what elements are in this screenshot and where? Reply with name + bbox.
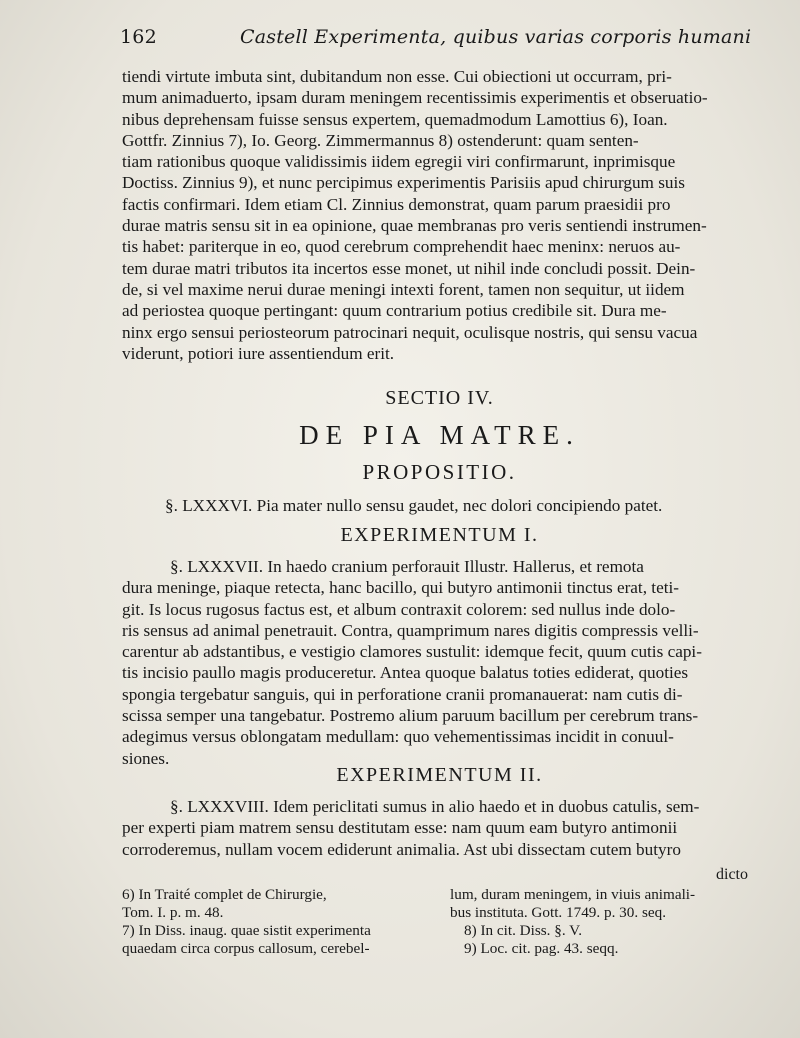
experimentum-1-text <box>122 556 757 769</box>
paragraph-dura-mater <box>122 66 757 364</box>
running-head: Castell Experimenta, quibus varias corporis humani <box>240 26 752 48</box>
text-line: tiam rationibus quoque validissimis iidem egregii viri confirmarunt, inprimisque <box>122 152 676 172</box>
text-line: §. LXXXVIII. Idem periclitati sumus in alio haedo et in duobus catulis, sem- <box>170 797 700 816</box>
text-line: git. Is locus rugosus factus est, et album contraxit colorem: sed nullus inde dolo- <box>122 599 676 619</box>
text-line: dura meninge, piaque retecta, hanc bacillo, qui butyro antimonii tinctus erat, teti- <box>122 578 679 598</box>
experimentum-2-text <box>122 796 757 860</box>
text-line: durae matris sensu sit in ea opinione, quae membranas pro veris sentiendi instrumen- <box>122 216 707 236</box>
text-line: tis incisio paullo magis produceretur. Antea quoque balatus toties ediderat, quoties <box>122 663 689 683</box>
footnote-line: 8) In cit. Diss. §. V. <box>464 922 582 939</box>
footnote-line: bus instituta. Gott. 1749. p. 30. seq. <box>450 904 666 921</box>
footnote-line: 7) In Diss. inaug. quae sistit experimenta <box>122 922 371 939</box>
footnote-line: lum, duram meningem, in viuis animali- <box>450 886 696 903</box>
text-line: nibus deprehensam fuisse sensus expertem, quemadmodum Lamottius 6), Ioan. <box>122 109 668 129</box>
footnotes-left-column <box>122 886 440 958</box>
text-line: §. LXXXVII. In haedo cranium perforauit Illustr. Hallerus, et remota <box>170 557 644 576</box>
text-line: adegimus versus oblongatam medullam: quo vehementissimas incidit in conuul- <box>122 727 674 747</box>
footnote-line: 6) In Traité complet de Chirurgie, <box>122 886 327 903</box>
experimentum-2-heading: EXPERIMENTUM II. <box>336 764 543 786</box>
text-line: tem durae matri tributos ita incertos esse monet, ut nihil inde concludi possit. Dein- <box>122 258 696 278</box>
footnote-line: quaedam circa corpus callosum, cerebel- <box>122 940 370 957</box>
text-line: viderunt, potiori iure assentiendum erit. <box>122 343 395 363</box>
footnotes-right-column <box>450 886 762 958</box>
page-number: 162 <box>120 26 157 48</box>
text-line: carentur ab adstantibus, e vestigio clamores sustulit: idemque fecit, quum cutis capi- <box>122 642 702 662</box>
propositio-text <box>165 495 755 516</box>
text-line: corroderemus, nullam vocem ediderunt animalia. Ast ubi dissectam cutem butyro <box>122 839 681 859</box>
text-line: scissa semper una tangebatur. Postremo alium paruum bacillum per cerebrum trans- <box>122 706 699 726</box>
text-line: spongia tergebatur sanguis, qui in perforatione cranii promanauerat: nam cutis di- <box>122 684 683 704</box>
text-line: Gottfr. Zinnius 7), Io. Georg. Zimmermannus 8) ostenderunt: quam senten- <box>122 130 639 150</box>
text-line: de, si vel maxime nerui durae meningi intexti forent, tamen non sequitur, ut iidem <box>122 279 685 299</box>
propositio-heading: PROPOSITIO. <box>362 460 517 484</box>
footnote-line: 9) Loc. cit. pag. 43. seqq. <box>464 940 619 957</box>
text-line: ad periostea quoque pertingant: quum contrarium potius credibile sit. Dura me- <box>122 301 667 321</box>
text-line: tis habet: pariterque in eo, quod cerebrum comprehendit haec meninx: neruos au- <box>122 237 681 257</box>
catchword: dicto <box>716 866 748 883</box>
section-heading: SECTIO IV. <box>385 387 494 409</box>
text-line: siones. <box>122 748 170 768</box>
text-line: ris sensus ad animal penetrauit. Contra, quamprimum nares digitis compressis velli- <box>122 620 699 640</box>
footnote-line: Tom. I. p. m. 48. <box>122 904 224 921</box>
text-line: Doctiss. Zinnius 9), et nunc percipimus experimentis Parisiis apud chirurgum suis <box>122 173 685 193</box>
section-title: DE PIA MATRE. <box>299 420 580 450</box>
text-line: tiendi virtute imbuta sint, dubitandum non esse. Cui obiectioni ut occurram, pri- <box>122 67 672 86</box>
text-line: §. LXXXVI. Pia mater nullo sensu gaudet, nec dolori concipiendo patet. <box>165 496 663 515</box>
text-line: ninx ergo sensui periosteorum patrocinari nequit, oculisque nostris, qui sensu vacua <box>122 322 698 342</box>
text-line: mum animaduerto, ipsam duram meningem recentissimis experimentis et obseruatio- <box>122 88 708 108</box>
experimentum-1-heading: EXPERIMENTUM I. <box>340 524 539 546</box>
text-line: factis confirmari. Idem etiam Cl. Zinnius demonstrat, quam parum praesidii pro <box>122 194 671 214</box>
page-header <box>120 22 752 52</box>
text-line: per experti piam matrem sensu destitutam esse: nam quum eam butyro antimonii <box>122 818 678 838</box>
